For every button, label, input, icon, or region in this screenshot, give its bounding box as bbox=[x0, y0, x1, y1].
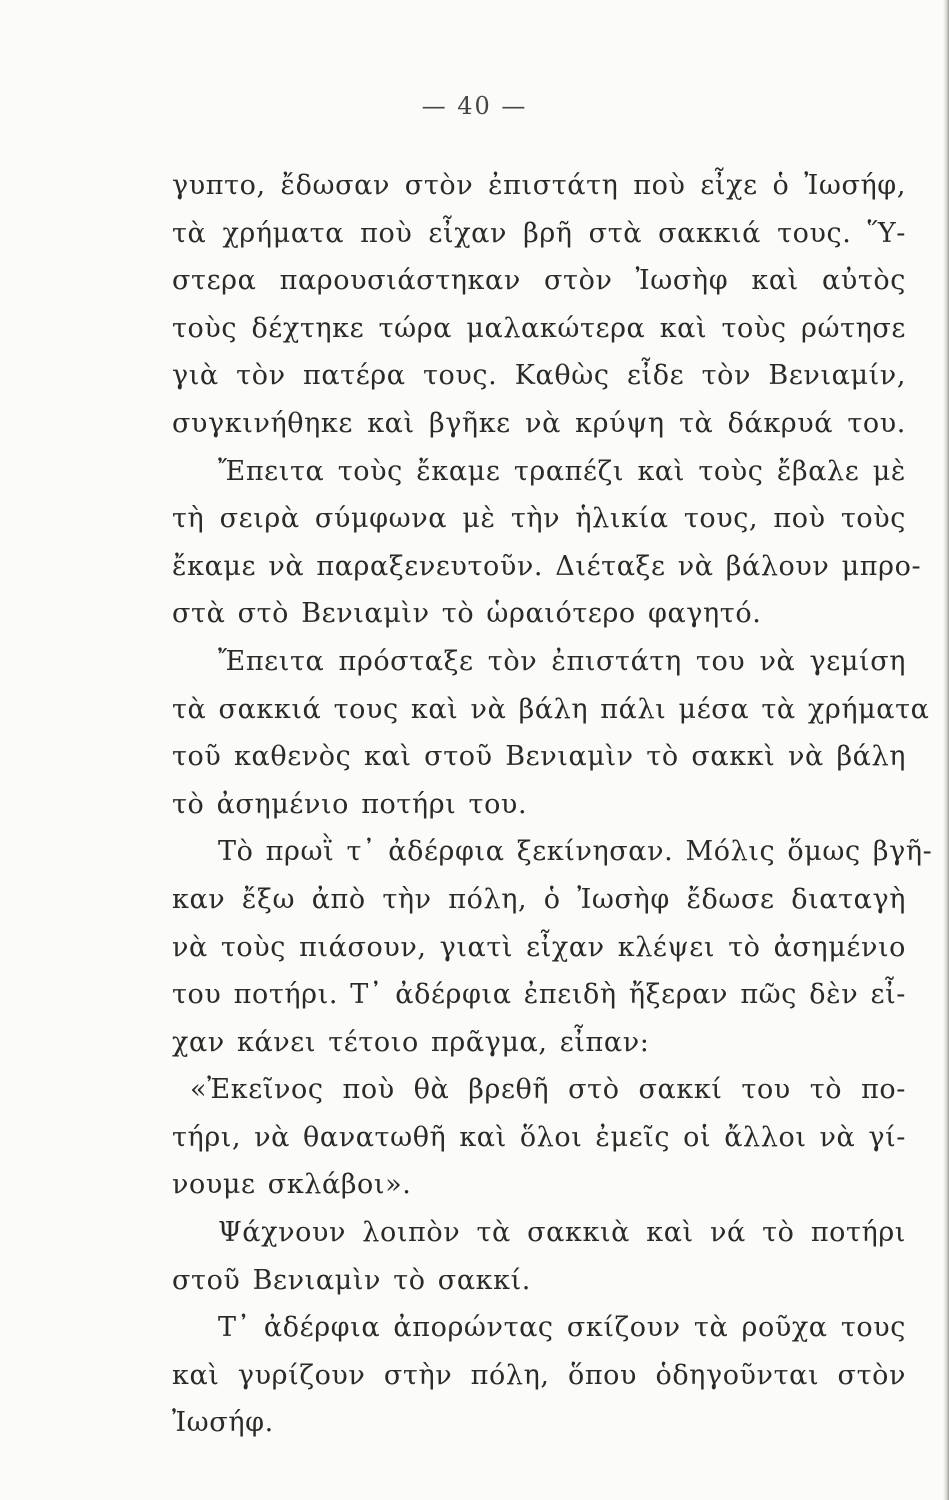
text-line: γιὰ τὸν πατέρα τους. Καθὼς εἶδε τὸν Βενιαμίν, bbox=[172, 360, 906, 392]
text-line: στερα παρουσιάστηκαν στὸν Ἰωσὴφ καὶ αὐτὸς bbox=[172, 265, 906, 297]
text-line: Τ᾽ ἀδέρφια ἀπορώντας σκίζουν τὰ ροῦχα τους bbox=[218, 1312, 906, 1344]
text-line: Ἔπειτα πρόσταξε τὸν ἐπιστάτη του νὰ γεμίση bbox=[218, 645, 906, 677]
text-line: στὰ στὸ Βενιαμὶν τὸ ὡραιότερο φαγητό. bbox=[172, 598, 762, 630]
text-line: τὸ ἀσημένιο ποτήρι του. bbox=[172, 788, 528, 820]
text-line: συγκινήθηκε καὶ βγῆκε νὰ κρύψη τὰ δάκρυά του. bbox=[172, 407, 906, 439]
body-text bbox=[172, 162, 933, 1447]
text-line: τὴ σειρὰ σύμφωνα μὲ τὴν ἡλικία τους, ποὺ τοὺς bbox=[172, 503, 906, 535]
text-line: χαν κάνει τέτοιο πρᾶγμα, εἶπαν: bbox=[172, 1026, 650, 1058]
text-line: νουμε σκλάβοι». bbox=[172, 1169, 412, 1201]
text-line: τὰ χρήματα ποὺ εἶχαν βρῆ στὰ σακκιά τους. Ὕ- bbox=[172, 217, 906, 249]
text-line: γυπτο, ἔδωσαν στὸν ἐπιστάτη ποὺ εἶχε ὁ Ἰωσήφ, bbox=[172, 170, 906, 201]
page-edge-shadow bbox=[943, 0, 949, 1500]
page-number: — 40 — bbox=[421, 92, 528, 120]
text-line: Ψάχνουν λοιπὸν τὰ σακκιὰ καὶ νά τὸ ποτήρι bbox=[218, 1217, 906, 1249]
text-line: καν ἔξω ἀπὸ τὴν πόλη, ὁ Ἰωσὴφ ἔδωσε διαταγὴ bbox=[172, 883, 906, 915]
text-line: τὰ σακκιά τους καὶ νὰ βάλη πάλι μέσα τὰ χρήματα bbox=[172, 693, 930, 725]
text-line: Ἔπειτα τοὺς ἔκαμε τραπέζι καὶ τοὺς ἔβαλε μὲ bbox=[218, 455, 906, 487]
text-line: του ποτήρι. Τ᾽ ἀδέρφια ἐπειδὴ ἤξεραν πῶς δὲν εἶ- bbox=[172, 979, 906, 1011]
text-line: Τὸ πρωῒ τ᾽ ἀδέρφια ξεκίνησαν. Μόλις ὅμως βγῆ- bbox=[218, 836, 933, 868]
text-line: τοῦ καθενὸς καὶ στοῦ Βενιαμὶν τὸ σακκὶ νὰ βάλη bbox=[172, 741, 906, 773]
text-line: νὰ τοὺς πιάσουν, γιατὶ εἶχαν κλέψει τὸ ἀσημένιο bbox=[172, 931, 906, 963]
text-line: καὶ γυρίζουν στὴν πόλη, ὅπου ὁδηγοῦνται στὸν bbox=[172, 1359, 906, 1391]
text-line: στοῦ Βενιαμὶν τὸ σακκί. bbox=[172, 1264, 531, 1296]
text-line: τοὺς δέχτηκε τώρα μαλακώτερα καὶ τοὺς ρώτησε bbox=[172, 312, 906, 344]
text-line: τήρι, νὰ θανατωθῆ καὶ ὅλοι ἐμεῖς οἱ ἄλλοι νὰ γί- bbox=[172, 1121, 906, 1153]
text-line: ἔκαμε νὰ παραξενευτοῦν. Διέταξε νὰ βάλουν μπρο- bbox=[172, 550, 922, 582]
text-line: Ἰωσήφ. bbox=[172, 1407, 274, 1439]
text-line: «Ἐκεῖνος ποὺ θὰ βρεθῆ στὸ σακκί του τὸ πο- bbox=[190, 1074, 906, 1106]
